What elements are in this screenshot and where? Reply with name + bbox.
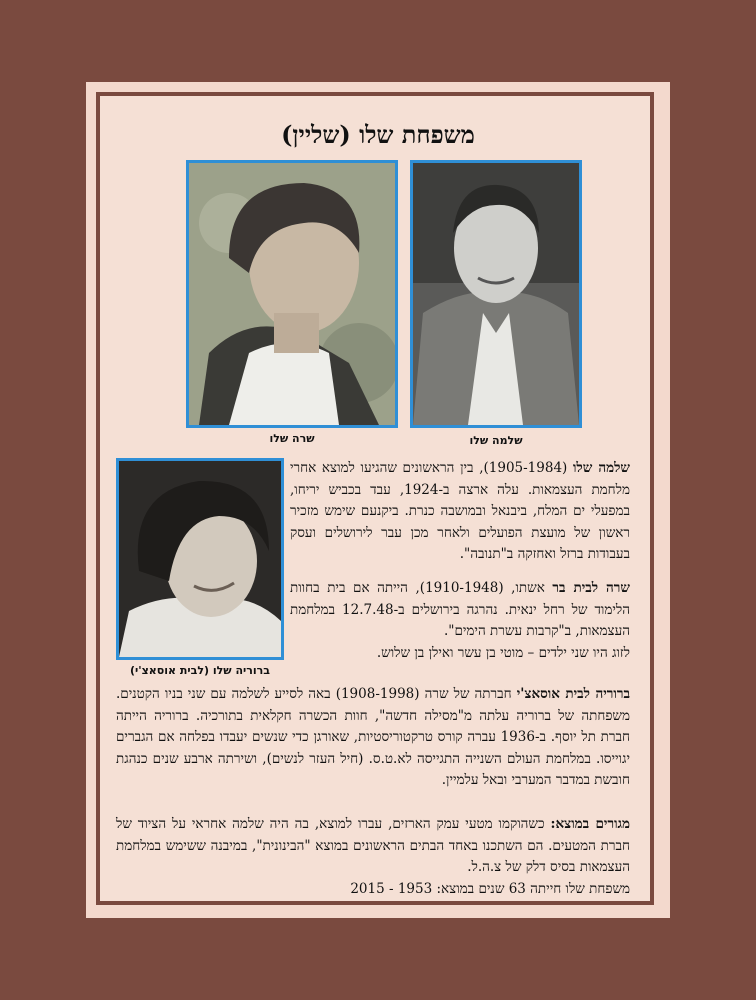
photo-shlomo <box>410 160 582 428</box>
paragraph-shlomo <box>290 458 630 566</box>
paragraph-residence <box>116 814 630 900</box>
children-line: לזוג היו שני ילדים – מוטי בן עשר ואילן בן שלוש. <box>376 644 630 661</box>
name-shlomo: שלמה שלו <box>572 460 630 476</box>
photo-sara <box>186 160 398 428</box>
text-sara: אשתו, (1910-1948), הייתה אם בית בחוות הלימוד של רחל ינאית. נהרגה בירושלים ב-12.7.48 במלחמת העצמאות, ב"קרבות עשרת הימים". <box>290 580 631 639</box>
paragraph-bruria <box>116 684 630 792</box>
text-shlomo: (1905-1984), בין הראשונים שהגיעו למוצא אחרי מלחמת העצמאות. עלה ארצה ב-1924, עבד בכביש יריחו, במפעלי ים המלח, ביבנאל ובמושבה כנרת. ביקנעם שימש מזכיר ראשון של מועצת הפועלים ולאחר מכן עבר לירושלים ועסק בעבודות ברזל ואחזקה ב"תנובה". <box>290 460 630 562</box>
years-line: משפחת שלו חייתה 63 שנים במוצא: 1953 - 2015 <box>350 880 630 897</box>
page-title: משפחת שלו (שליין) <box>281 120 475 149</box>
photo-bruria <box>116 458 284 660</box>
name-sara: שרה לבית בר <box>552 580 630 596</box>
caption-bruria: ברוריה שלו (לבית אוסאצ'י) <box>129 664 270 677</box>
caption-shlomo: שלמה שלו <box>469 434 523 447</box>
portrait-bruria-image <box>119 461 281 657</box>
text-bruria: חברתה של שרה (1908-1998) באה לסייע לשלמה עם שני בניו הקטנים. משפחתה של ברוריה עלתה מ"מסילה חדשה", חוות הכשרה חקלאית בתורכיה. ברוריה הייתה חברת תל יוסף. ב-1936 עברה קורס טרקטוריסטיות, שאורגן כדי שנשים יעבדו בפלחה אם הגברים יגוייסו. במלחמת העולם השנייה התגייסה לא.ט.ס. (חיל העזר לנשים), ושירתה ארבע שנים כנהגת חובשת במדבר המערבי ובאל עלמיין. <box>116 686 630 788</box>
name-bruria: ברוריה לבית אוסאצ'י <box>516 686 630 702</box>
caption-sara: שרה שלו <box>269 432 315 445</box>
portrait-sara-image <box>189 163 395 425</box>
portrait-shlomo-image <box>413 163 579 425</box>
text-residence: כשהוקמו מטעי עמק הארזים, עברו למוצא, בה היה שלמה אחראי על הציוד של חברת המטעים. הם השתכנו באחד הבתים הראשונים במוצא "הבינונית", במיבנה ששימש במלחמת העצמאות בסיס דלק של צ.ה.ל. <box>116 816 630 875</box>
name-residence: מגורים במוצא: <box>550 816 630 832</box>
paragraph-sara <box>290 578 630 664</box>
